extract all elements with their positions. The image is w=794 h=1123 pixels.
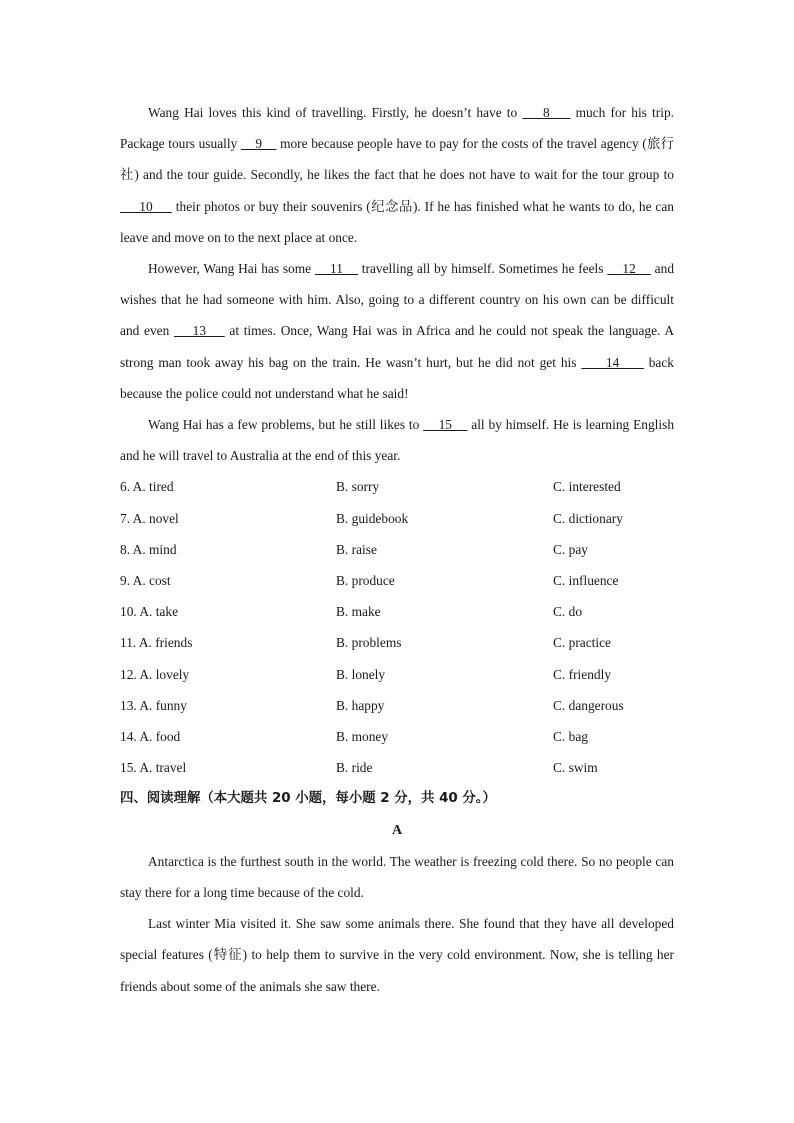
option-row-6 [120, 471, 674, 502]
option-b: B. problems [336, 635, 402, 651]
blank-14: 14 [581, 354, 644, 370]
option-row-10 [120, 596, 674, 627]
option-row-12 [120, 659, 674, 690]
reading-paragraph-1: Antarctica is the furthest south in the world. The weather is freezing cold there. So no people can stay there for a long time because of the cold. [120, 853, 674, 900]
option-b: B. sorry [336, 479, 380, 495]
option-a: 15. A. travel [120, 760, 187, 776]
text-run: Wang Hai has a few problems, but he still likes to [148, 417, 424, 433]
cloze-paragraph-1 [120, 97, 674, 253]
text-run: back because the police could not understand what he said! [120, 354, 674, 401]
text-run: more because people have to pay for the costs of the travel agency (旅行社) and the tour guide. Secondly, he likes the fact that he does not have to wait for the tour group to [120, 136, 674, 183]
option-b: B. ride [336, 760, 373, 776]
option-row-7 [120, 503, 674, 534]
option-c: C. practice [553, 635, 611, 651]
text-run: all by himself. He is learning English and he will travel to Australia at the end of this year. [120, 417, 675, 464]
option-c: C. interested [553, 479, 621, 495]
blank-8: 8 [522, 105, 571, 120]
option-b: B. happy [336, 697, 385, 713]
option-a: 14. A. food [120, 728, 181, 744]
option-row-11 [120, 627, 674, 658]
blank-13: 13 [173, 323, 225, 339]
option-row-15 [120, 752, 674, 783]
option-a: 11. A. friends [120, 635, 193, 651]
section-heading: 四、阅读理解（本大题共 20 小题，每小题 2 分，共 40 分。） [120, 791, 496, 807]
option-row-8 [120, 534, 674, 565]
cloze-paragraph-3 [120, 409, 674, 471]
option-b: B. raise [336, 541, 377, 557]
text-run: their photos or buy their souvenirs (纪念品). If he has finished what he wants to do, he can leave and move on to the next place at once. [120, 198, 674, 245]
option-c: C. swim [553, 760, 598, 776]
text-run: travelling all by himself. Sometimes he feels [358, 261, 608, 277]
option-b: B. lonely [336, 666, 386, 682]
option-b: B. guidebook [336, 510, 409, 526]
text-run: much for his trip. Package tours usually [120, 105, 674, 152]
option-c: C. bag [553, 728, 588, 744]
option-a: 9. A. cost [120, 573, 171, 588]
option-b: B. produce [336, 573, 395, 588]
option-row-9 [120, 565, 674, 596]
passage-label: A [391, 822, 403, 838]
option-row-14 [120, 721, 674, 752]
blank-11: 11 [314, 261, 359, 277]
option-a: 12. A. lovely [120, 666, 190, 682]
option-a: 8. A. mind [120, 541, 177, 557]
option-a: 13. A. funny [120, 697, 187, 713]
blank-12: 12 [607, 261, 651, 277]
option-b: B. money [336, 728, 389, 744]
text-run: and wishes that he had someone with him. Also, going to a different country on his own can be difficult and even [120, 261, 675, 339]
cloze-paragraph-2 [120, 253, 674, 409]
option-c: C. dictionary [553, 510, 623, 526]
text-run: at times. Once, Wang Hai was in Africa and he could not speak the language. A strong man took away his bag on the train. He wasn’t hurt, but he did not get his [120, 323, 675, 370]
option-a: 7. A. novel [120, 510, 179, 526]
page-content [120, 97, 674, 1002]
option-a: 6. A. tired [120, 479, 174, 495]
option-b: B. make [336, 604, 381, 620]
blank-9: 9 [240, 136, 277, 152]
option-c: C. pay [553, 541, 588, 557]
option-c: C. do [553, 604, 583, 620]
blank-15: 15 [423, 417, 468, 433]
option-c: C. dangerous [553, 697, 624, 713]
options-list [120, 471, 674, 783]
option-c: C. influence [553, 573, 619, 588]
option-row-13 [120, 690, 674, 721]
text-run: However, Wang Hai has some [148, 261, 315, 277]
reading-paragraph-2: Last winter Mia visited it. She saw some animals there. She found that they have all developed special features (特征) to help them to survive in the very cold environment. Now, she is telling her friends about some of the animals she saw there. [120, 916, 674, 994]
option-c: C. friendly [553, 666, 612, 682]
text-run: Wang Hai loves this kind of travelling. Firstly, he doesn’t have to [148, 105, 523, 120]
option-a: 10. A. take [120, 604, 179, 620]
blank-10: 10 [120, 198, 172, 214]
